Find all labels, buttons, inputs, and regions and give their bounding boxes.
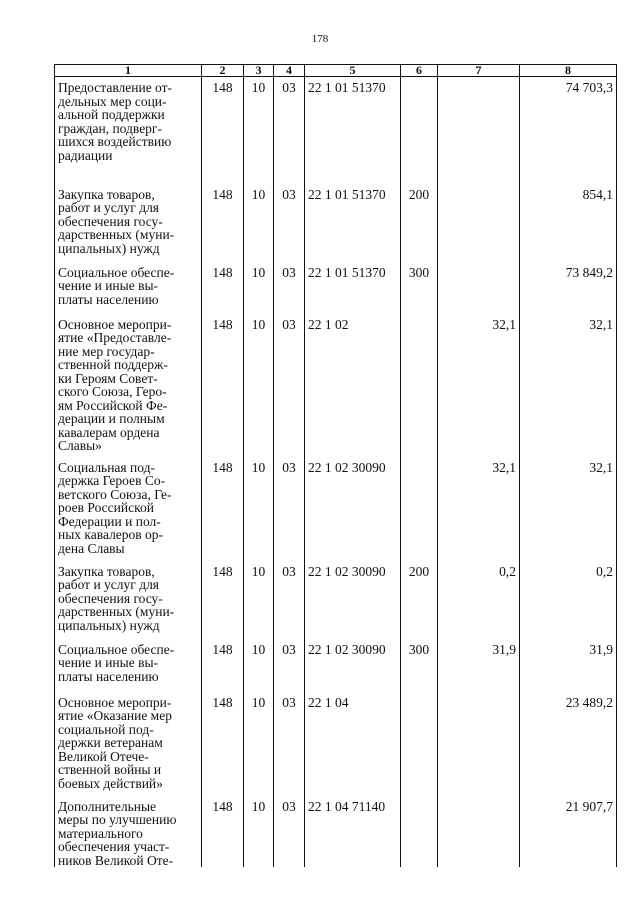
row-name-cell: Дополнительные меры по улучшению материального обеспечения участ- ников Великой Оте-	[55, 796, 202, 868]
row-expense-type-cell	[401, 314, 438, 457]
page-number: 178	[311, 33, 329, 45]
row-target-article-cell: 22 1 04	[305, 692, 401, 796]
table-row	[55, 314, 617, 457]
row-amount-7-cell	[438, 184, 520, 262]
table-row	[55, 561, 617, 639]
row-expense-type-cell: 300	[401, 639, 438, 692]
row-target-article-cell: 22 1 02 30090	[305, 457, 401, 561]
row-code-cell: 148	[202, 692, 244, 796]
row-amount-8-cell: 32,1	[520, 314, 617, 457]
row-section-cell: 10	[244, 457, 274, 561]
row-amount-7-cell	[438, 262, 520, 314]
row-section-cell: 10	[244, 314, 274, 457]
row-expense-type-cell	[401, 77, 438, 184]
row-code-cell: 148	[202, 314, 244, 457]
table-row	[55, 184, 617, 262]
row-section-cell: 10	[244, 639, 274, 692]
column-header: 4	[274, 65, 305, 77]
row-amount-8-cell: 32,1	[520, 457, 617, 561]
column-header: 1	[55, 65, 202, 77]
row-subsection-cell: 03	[274, 639, 305, 692]
row-subsection-cell: 03	[274, 796, 305, 868]
row-amount-7-cell: 32,1	[438, 314, 520, 457]
row-code-cell: 148	[202, 639, 244, 692]
row-section-cell: 10	[244, 692, 274, 796]
row-target-article-cell: 22 1 01 51370	[305, 184, 401, 262]
row-expense-type-cell	[401, 457, 438, 561]
table-row	[55, 639, 617, 692]
row-name-cell: Социальная под- держка Героев Со- ветского Союза, Ге- роев Российской Федерации и пол- ных кавалеров ор- дена Славы	[55, 457, 202, 561]
row-section-cell: 10	[244, 796, 274, 868]
row-expense-type-cell: 200	[401, 184, 438, 262]
row-subsection-cell: 03	[274, 262, 305, 314]
table-row	[55, 262, 617, 314]
row-amount-7-cell	[438, 692, 520, 796]
row-name-cell: Основное меропри- ятие «Предоставле- ние мер государ- ственной поддерж- ки Героям Совет- ского Союза, Геро- ям Российской Фе- дерации и полным кавалерам ордена Славы»	[55, 314, 202, 457]
column-header: 8	[520, 65, 617, 77]
row-amount-7-cell	[438, 77, 520, 184]
row-amount-8-cell: 21 907,7	[520, 796, 617, 868]
row-expense-type-cell	[401, 796, 438, 868]
row-subsection-cell: 03	[274, 184, 305, 262]
row-subsection-cell: 03	[274, 561, 305, 639]
row-subsection-cell: 03	[274, 77, 305, 184]
row-amount-8-cell: 73 849,2	[520, 262, 617, 314]
row-code-cell: 148	[202, 561, 244, 639]
column-header: 3	[244, 65, 274, 77]
row-code-cell: 148	[202, 262, 244, 314]
row-code-cell: 148	[202, 796, 244, 868]
column-header: 7	[438, 65, 520, 77]
row-target-article-cell: 22 1 01 51370	[305, 77, 401, 184]
row-section-cell: 10	[244, 77, 274, 184]
row-target-article-cell: 22 1 04 71140	[305, 796, 401, 868]
row-amount-7-cell: 32,1	[438, 457, 520, 561]
row-name-cell: Закупка товаров, работ и услуг для обеспечения госу- дарственных (муни- ципальных) нужд	[55, 184, 202, 262]
row-amount-7-cell	[438, 796, 520, 868]
column-header: 6	[401, 65, 438, 77]
row-amount-8-cell: 0,2	[520, 561, 617, 639]
table-header-row	[55, 65, 617, 77]
row-section-cell: 10	[244, 184, 274, 262]
row-target-article-cell: 22 1 02 30090	[305, 561, 401, 639]
row-amount-8-cell: 31,9	[520, 639, 617, 692]
row-target-article-cell: 22 1 01 51370	[305, 262, 401, 314]
budget-table	[54, 64, 617, 867]
row-expense-type-cell: 300	[401, 262, 438, 314]
row-expense-type-cell	[401, 692, 438, 796]
row-name-cell: Основное меропри- ятие «Оказание мер социальной под- держки ветеранам Великой Отече- ственной войны и боевых действий»	[55, 692, 202, 796]
row-code-cell: 148	[202, 457, 244, 561]
row-amount-8-cell: 854,1	[520, 184, 617, 262]
table-row	[55, 77, 617, 184]
row-name-cell: Социальное обеспе- чение и иные вы- платы населению	[55, 639, 202, 692]
row-subsection-cell: 03	[274, 457, 305, 561]
row-subsection-cell: 03	[274, 314, 305, 457]
table-row	[55, 457, 617, 561]
row-target-article-cell: 22 1 02	[305, 314, 401, 457]
row-name-cell: Закупка товаров, работ и услуг для обеспечения госу- дарственных (муни- ципальных) нужд	[55, 561, 202, 639]
row-section-cell: 10	[244, 262, 274, 314]
table-row	[55, 796, 617, 868]
column-header: 2	[202, 65, 244, 77]
row-code-cell: 148	[202, 77, 244, 184]
row-name-cell: Предоставление от- дельных мер соци- альной поддержки граждан, подверг- шихся воздействию радиации	[55, 77, 202, 184]
row-name-cell: Социальное обеспе- чение и иные вы- платы населению	[55, 262, 202, 314]
row-amount-8-cell: 23 489,2	[520, 692, 617, 796]
row-code-cell: 148	[202, 184, 244, 262]
row-amount-8-cell: 74 703,3	[520, 77, 617, 184]
column-header: 5	[305, 65, 401, 77]
table-row	[55, 692, 617, 796]
row-amount-7-cell: 0,2	[438, 561, 520, 639]
row-section-cell: 10	[244, 561, 274, 639]
row-target-article-cell: 22 1 02 30090	[305, 639, 401, 692]
row-subsection-cell: 03	[274, 692, 305, 796]
row-expense-type-cell: 200	[401, 561, 438, 639]
row-amount-7-cell: 31,9	[438, 639, 520, 692]
